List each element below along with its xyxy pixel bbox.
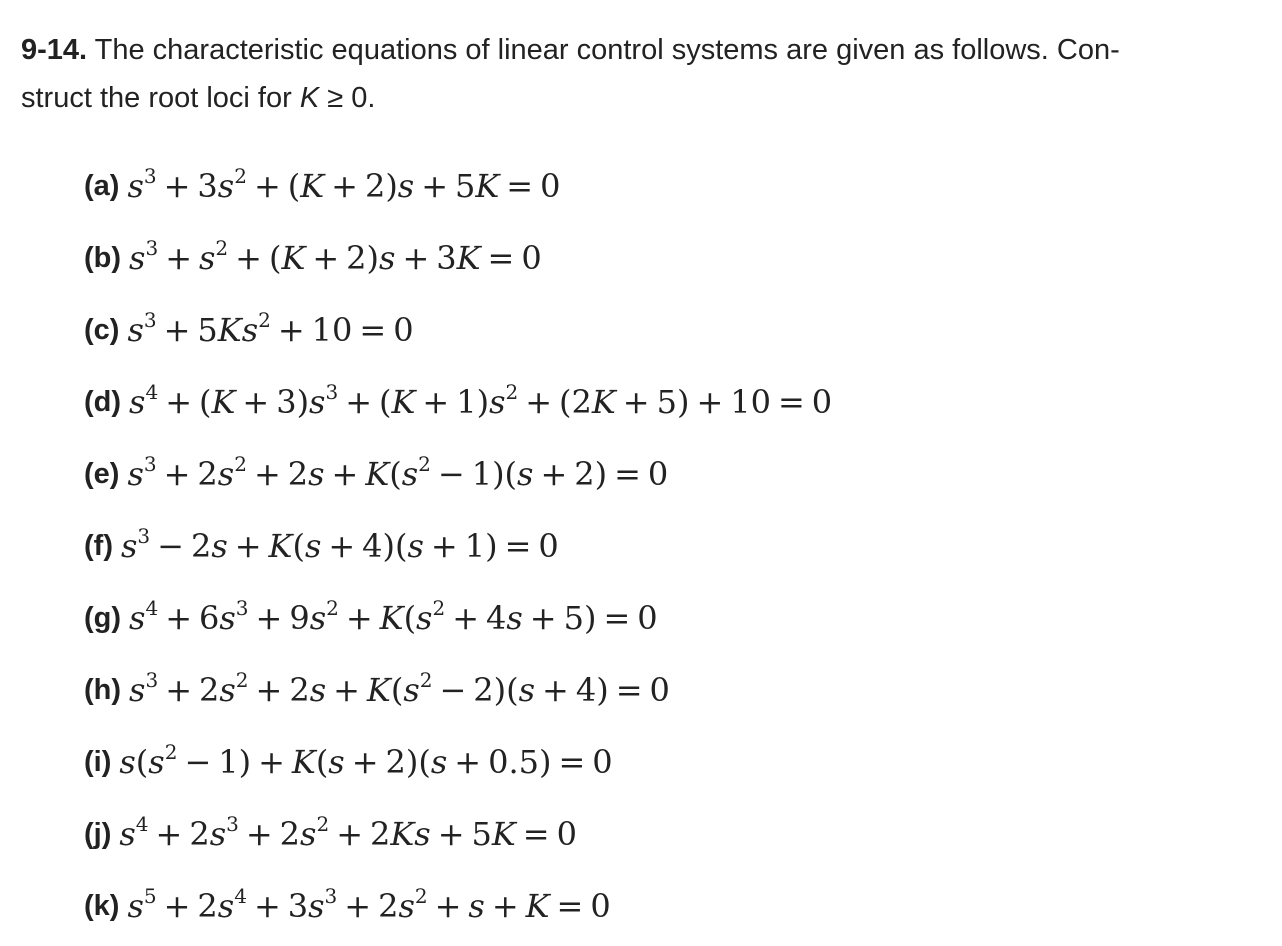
characteristic-equation: $s^3 + 3s^2 + (K + 2)s + 5K = 0$ [127,164,561,205]
item-label: (b) [84,241,122,274]
equation-list [84,150,1234,942]
item-label: (e) [84,457,120,490]
item-label: (g) [84,601,122,634]
list-item [84,294,1234,366]
item-label: (d) [84,385,122,418]
characteristic-equation: $s^4 + 6s^3 + 9s^2 + K(s^2 + 4s + 5) = 0$ [129,596,658,637]
item-label: (k) [84,889,120,922]
list-item [84,150,1234,222]
characteristic-equation: $s^4 + (K + 3)s^3 + (K + 1)s^2 + (2K + 5) + 10 = 0$ [129,380,833,421]
characteristic-equation: $s(s^2 - 1) + K(s + 2)(s + 0.5) = 0$ [119,740,613,781]
item-label: (a) [84,169,120,202]
gain-symbol: K [299,82,320,114]
item-label: (i) [84,745,112,778]
characteristic-equation: $s^4 + 2s^3 + 2s^2 + 2Ks + 5K = 0$ [119,812,577,853]
problem-statement [21,26,1261,122]
characteristic-equation: $s^3 + 2s^2 + 2s + K(s^2 - 2)(s + 4) = 0$ [129,668,670,709]
list-item [84,726,1234,798]
list-item [84,870,1234,942]
item-label: (c) [84,313,120,346]
characteristic-equation: $s^3 - 2s + K(s + 4)(s + 1) = 0$ [120,524,559,565]
characteristic-equation: $s^5 + 2s^4 + 3s^3 + 2s^2 + s + K = 0$ [127,884,611,925]
item-label: (f) [84,529,113,562]
list-item [84,510,1234,582]
problem-number: 9-14. [21,34,88,66]
list-item [84,366,1234,438]
problem-text: The characteristic equations of linear control systems are given as follows. Con- [87,34,1120,66]
list-item [84,438,1234,510]
list-item [84,654,1234,726]
list-item [84,798,1234,870]
problem-text-line2: struct the root loci for [21,82,300,114]
characteristic-equation: $s^3 + 5Ks^2 + 10 = 0$ [127,308,414,349]
gain-condition: ≥ 0. [319,82,376,114]
item-label: (h) [84,673,122,706]
item-label: (j) [84,817,112,850]
list-item [84,222,1234,294]
list-item [84,582,1234,654]
characteristic-equation: $s^3 + s^2 + (K + 2)s + 3K = 0$ [129,236,542,277]
characteristic-equation: $s^3 + 2s^2 + 2s + K(s^2 - 1)(s + 2) = 0$ [127,452,669,493]
